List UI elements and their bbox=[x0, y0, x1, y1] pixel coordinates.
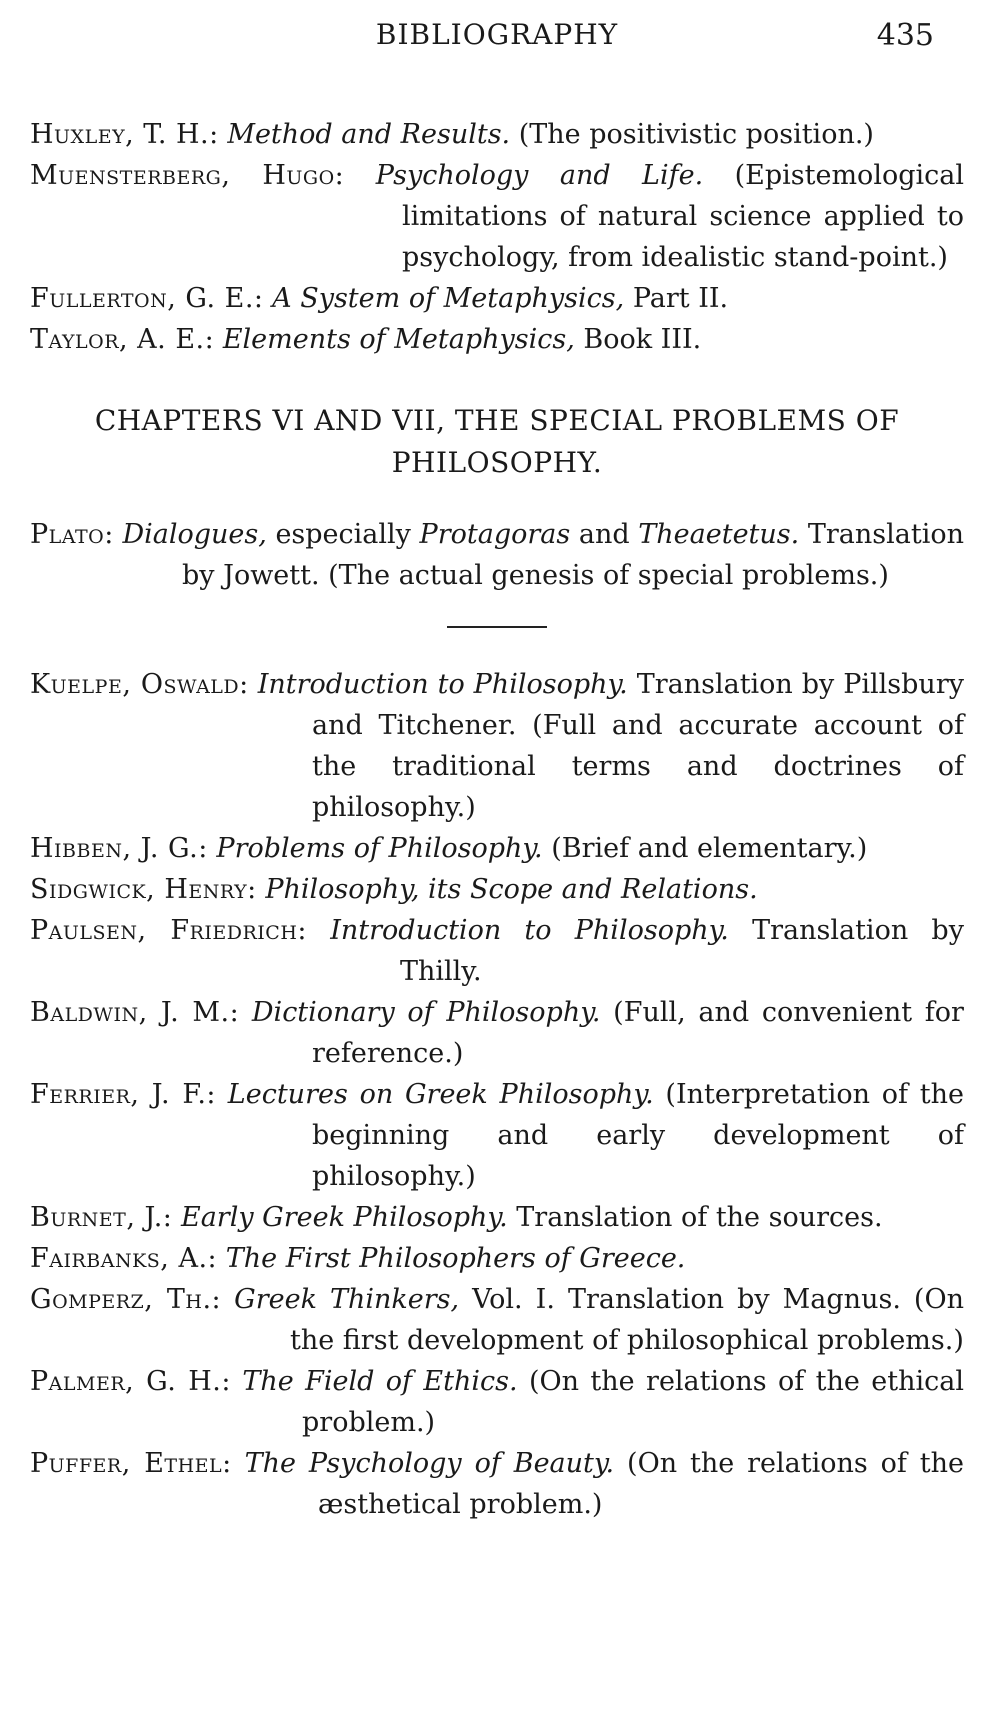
entry-note: (The positivistic position.) bbox=[518, 119, 874, 150]
bibliography-entry bbox=[30, 1279, 964, 1361]
entry-note: Translation of the sources. bbox=[516, 1202, 883, 1233]
entry-author: Plato: bbox=[30, 519, 114, 550]
entry-author: Baldwin, J. M.: bbox=[30, 997, 240, 1028]
entry-note: Translation by Thilly. bbox=[400, 915, 964, 987]
entry-note: (Interpretation of the beginning and early development of philosophy.) bbox=[312, 1079, 964, 1192]
entry-title: Greek Thinkers, bbox=[234, 1284, 460, 1315]
entry-title: A System of Metaphysics, bbox=[272, 283, 625, 314]
bibliography-entry bbox=[30, 992, 964, 1074]
entry-author: Fairbanks, A.: bbox=[30, 1243, 218, 1274]
entry-title: The First Philosophers of Greece. bbox=[225, 1243, 686, 1274]
entry-author: Puffer, Ethel: bbox=[30, 1448, 232, 1479]
entry-author: Fullerton, G. E.: bbox=[30, 283, 264, 314]
entry-author: Burnet, J.: bbox=[30, 1202, 173, 1233]
entry-title: The Field of Ethics. bbox=[242, 1366, 518, 1397]
entry-title: Introduction to Philosophy. bbox=[330, 915, 729, 946]
bibliography-list-top bbox=[30, 114, 964, 360]
page-header bbox=[30, 18, 964, 66]
bibliography-entry-plato bbox=[30, 514, 964, 596]
bibliography-entry bbox=[30, 278, 964, 319]
bibliography-list-bottom bbox=[30, 664, 964, 1525]
entry-title: Lectures on Greek Philosophy. bbox=[227, 1079, 654, 1110]
bibliography-entry bbox=[30, 1361, 964, 1443]
entry-text: especially bbox=[275, 519, 411, 550]
entry-author: Hibben, J. G.: bbox=[30, 833, 208, 864]
bibliography-entry bbox=[30, 1443, 964, 1525]
bibliography-entry bbox=[30, 664, 964, 828]
entry-title: Elements of Metaphysics, bbox=[222, 324, 575, 355]
entry-title: Psychology and Life. bbox=[375, 160, 704, 191]
entry-author: Muensterberg, Hugo: bbox=[30, 160, 345, 191]
entry-author: Taylor, A. E.: bbox=[30, 324, 215, 355]
bibliography-entry bbox=[30, 828, 964, 869]
bibliography-entry bbox=[30, 114, 964, 155]
entry-author: Sidgwick, Henry: bbox=[30, 874, 257, 905]
entry-title: Introduction to Philosophy. bbox=[257, 669, 628, 700]
entry-author: Kuelpe, Oswald: bbox=[30, 669, 249, 700]
entry-title: Early Greek Philosophy. bbox=[181, 1202, 508, 1233]
entry-title: Theaetetus. bbox=[638, 519, 800, 550]
entry-title: Method and Results. bbox=[227, 119, 511, 150]
page-number: 435 bbox=[876, 18, 934, 53]
section-heading: CHAPTERS VI AND VII, THE SPECIAL PROBLEMS OF PHILOSOPHY. bbox=[94, 404, 900, 479]
entry-title: Dialogues, bbox=[122, 519, 267, 550]
bibliography-entry bbox=[30, 319, 964, 360]
bibliography-entry bbox=[30, 1238, 964, 1279]
entry-note: (Epistemological limitations of natural science applied to psychology, from idealistic stand-point.) bbox=[402, 160, 964, 273]
entry-author: Gomperz, Th.: bbox=[30, 1284, 222, 1315]
entry-title: Dictionary of Philosophy. bbox=[251, 997, 601, 1028]
running-title: BIBLIOGRAPHY bbox=[375, 18, 619, 51]
bibliography-entry bbox=[30, 155, 964, 278]
entry-author: Ferrier, J. F.: bbox=[30, 1079, 217, 1110]
entry-author: Huxley, T. H.: bbox=[30, 119, 219, 150]
entry-note: (Full, and convenient for reference.) bbox=[312, 997, 964, 1069]
bibliography-entry bbox=[30, 1074, 964, 1197]
bibliography-entry bbox=[30, 869, 964, 910]
bibliography-entry bbox=[30, 910, 964, 992]
entry-note: Part II. bbox=[632, 283, 729, 314]
entry-author: Palmer, G. H.: bbox=[30, 1366, 231, 1397]
entry-title: Protagoras bbox=[419, 519, 571, 550]
entry-title: The Psychology of Beauty. bbox=[244, 1448, 615, 1479]
entry-text: and bbox=[578, 519, 630, 550]
entry-note: Book III. bbox=[583, 324, 702, 355]
entry-author: Paulsen, Friedrich: bbox=[30, 915, 307, 946]
entry-note: Vol. I. Translation by Magnus. (On the first development of philosophical problems.) bbox=[290, 1284, 964, 1356]
entry-note: (On the relations of the æsthetical problem.) bbox=[318, 1448, 964, 1520]
entry-note: (Brief and elementary.) bbox=[551, 833, 868, 864]
section-divider bbox=[447, 626, 547, 628]
bibliography-entry bbox=[30, 1197, 964, 1238]
entry-title: Philosophy, its Scope and Relations. bbox=[265, 874, 758, 905]
entry-note: Translation by Pillsbury and Titchener. (Full and accurate account of the traditional terms and doctrines of philosophy.) bbox=[312, 669, 964, 823]
entry-title: Problems of Philosophy. bbox=[216, 833, 543, 864]
entry-note: (On the relations of the ethical problem.) bbox=[302, 1366, 964, 1438]
entry-note: Translation by Jowett. (The actual genesis of special problems.) bbox=[182, 519, 964, 591]
